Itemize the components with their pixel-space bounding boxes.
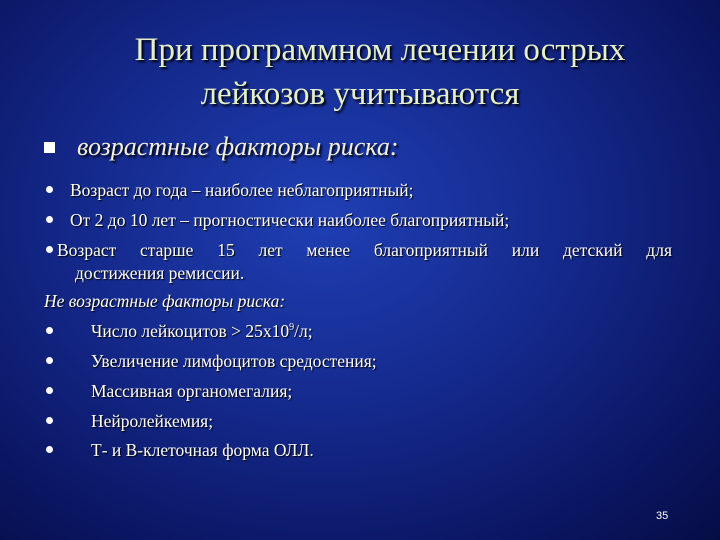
exponent: 9 [289, 322, 295, 334]
bullet-dot-icon [46, 327, 53, 334]
list-item: Нейролейкемия; [91, 411, 214, 431]
bullet-dot-icon [46, 387, 53, 394]
bullet-dot-icon [46, 246, 53, 253]
bullet-dot-icon [46, 186, 53, 193]
age-factors-heading-text: возрастные факторы риска: [77, 132, 399, 161]
leukocyte-unit: /л; [294, 321, 313, 341]
nonage-factors-heading: Не возрастные факторы риска: [44, 291, 286, 311]
bullet-dot-icon [46, 417, 53, 424]
bullet-dot-icon [46, 216, 53, 223]
title-line-1: При программном лечении острых [134, 32, 626, 68]
square-bullet-icon [44, 142, 55, 153]
list-item: Увеличение лимфоцитов средостения; [91, 351, 377, 371]
list-item-continuation: достижения ремиссии. [75, 263, 245, 283]
slide-title [0, 28, 720, 116]
bullet-dot-icon [46, 357, 53, 364]
bullet-dot-icon [46, 446, 53, 453]
list-item: Возраст старше 15 лет менее благоприятный или детский для [57, 240, 672, 260]
title-line-2: лейкозов учитываются [200, 76, 520, 112]
list-item [91, 320, 313, 342]
age-factors-heading [44, 130, 398, 164]
list-item: Возраст до года – наиболее неблагоприятный; [70, 180, 414, 200]
list-item: От 2 до 10 лет – прогностически наиболее благоприятный; [70, 210, 510, 230]
leukocyte-text: Число лейкоцитов > 25х10 [91, 321, 290, 341]
page-number: 35 [656, 510, 669, 522]
list-item: Массивная органомегалия; [91, 381, 293, 401]
list-item: Т- и В-клеточная форма ОЛЛ. [91, 440, 314, 460]
